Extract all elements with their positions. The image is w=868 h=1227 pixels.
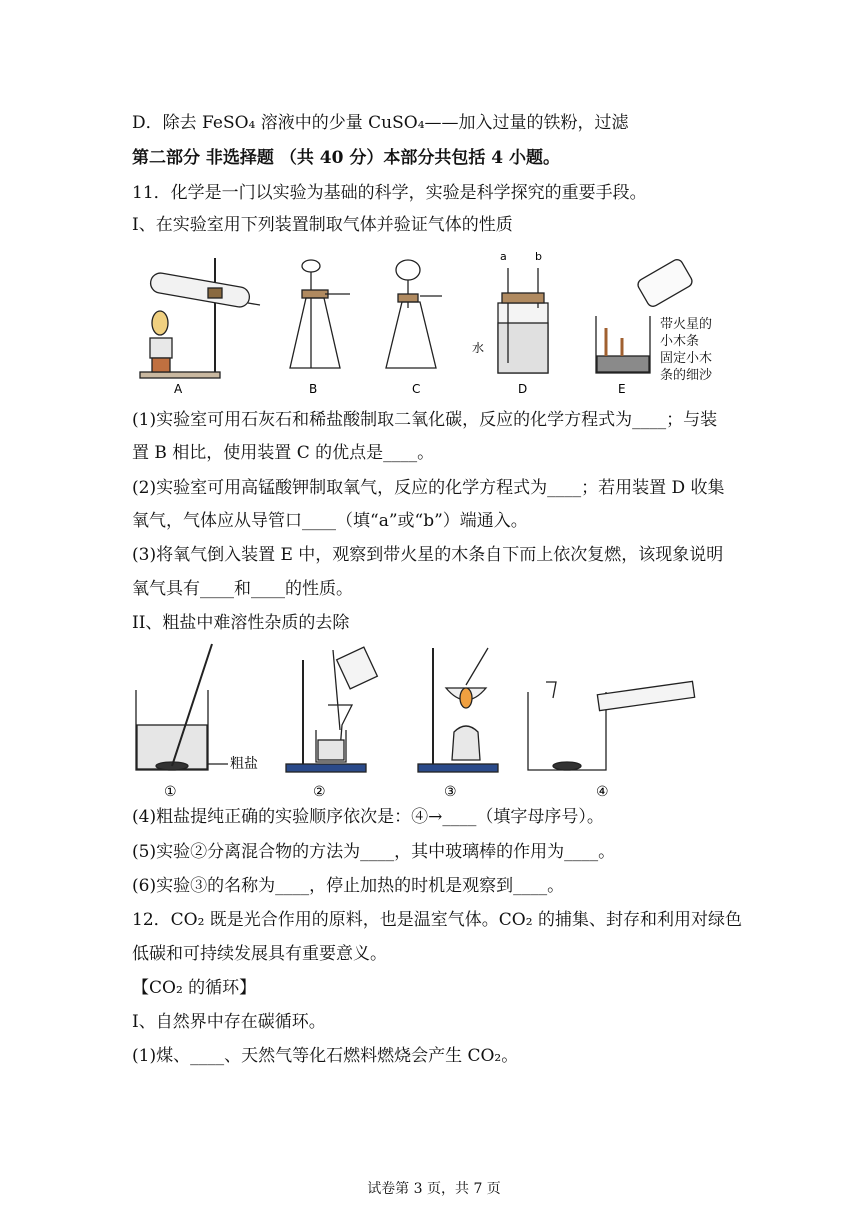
- step-label-2: ②: [313, 784, 326, 800]
- step-label-4: ④: [596, 784, 609, 800]
- section-1-heading: I、在实验室用下列装置制取气体并验证气体的性质: [132, 215, 513, 235]
- label-d: D: [518, 382, 528, 396]
- e-note-2: 小木条: [660, 334, 700, 349]
- section-3-heading: I、自然界中存在碳循环。: [132, 1012, 326, 1032]
- co2-cycle-heading: 【CO₂ 的循环】: [132, 978, 257, 998]
- question-11-3a: (3)将氧气倒入装置 E 中，观察到带火星的木条自下而上依次复燃，该现象说明: [132, 545, 724, 565]
- label-e: E: [618, 382, 626, 396]
- question-11-1a: (1)实验室可用石灰石和稀盐酸制取二氧化碳，反应的化学方程式为____；与装: [132, 410, 718, 430]
- port-b-label: b: [535, 250, 542, 263]
- step-label-1: ①: [164, 784, 177, 800]
- apparatus-figure: [130, 248, 750, 403]
- e-note-4: 条的细沙: [660, 368, 713, 383]
- step-1-dissolve: [136, 644, 228, 770]
- coarse-salt-label: 粗盐: [230, 756, 258, 772]
- step-3-evaporate: [418, 648, 498, 772]
- step-label-3: ③: [444, 784, 457, 800]
- apparatus-d: [498, 268, 548, 373]
- question-11-5: (5)实验②分离混合物的方法为____，其中玻璃棒的作用为____。: [132, 842, 616, 862]
- question-12-1: (1)煤、____、天然气等化石燃料燃烧会产生 CO₂。: [132, 1046, 519, 1066]
- salt-purification-figure: [128, 640, 708, 805]
- question-11: 11．化学是一门以实验为基础的科学，实验是科学探究的重要手段。: [132, 183, 647, 203]
- question-12a: 12．CO₂ 既是光合作用的原料，也是温室气体。CO₂ 的捕集、封存和利用对绿色: [132, 910, 742, 930]
- question-12b: 低碳和可持续发展具有重要意义。: [132, 944, 387, 964]
- question-11-3b: 氧气具有____和____的性质。: [132, 579, 353, 599]
- step-4-measure: [528, 681, 695, 770]
- e-note-1: 带火星的: [660, 317, 713, 332]
- label-b: B: [309, 382, 318, 396]
- question-11-2b: 氧气，气体应从导管口____（填“a”或“b”）端通入。: [132, 511, 528, 531]
- question-11-6: (6)实验③的名称为____，停止加热的时机是观察到____。: [132, 876, 565, 896]
- e-note-3: 固定小木: [660, 351, 713, 366]
- option-d: D．除去 FeSO₄ 溶液中的少量 CuSO₄——加入过量的铁粉，过滤: [132, 113, 629, 133]
- section-2-heading: II、粗盐中难溶性杂质的去除: [132, 613, 350, 633]
- apparatus-b: [290, 260, 350, 368]
- step-2-filter: [286, 647, 377, 772]
- port-a-label: a: [500, 250, 507, 263]
- question-11-2a: (2)实验室可用高锰酸钾制取氧气，反应的化学方程式为____；若用装置 D 收集: [132, 478, 725, 498]
- label-a: A: [174, 382, 183, 396]
- apparatus-a: [140, 258, 260, 378]
- part-two-heading: 第二部分 非选择题 （共 40 分）本部分共包括 4 小题。: [132, 148, 560, 168]
- page-footer: 试卷第 3 页，共 7 页: [367, 1181, 501, 1197]
- label-c: C: [412, 382, 421, 396]
- apparatus-c: [386, 260, 442, 368]
- question-11-4: (4)粗盐提纯正确的实验顺序依次是：④→____（填字母序号）。: [132, 807, 604, 827]
- water-label: 水: [472, 341, 485, 355]
- question-11-1b: 置 B 相比，使用装置 C 的优点是____。: [132, 443, 435, 463]
